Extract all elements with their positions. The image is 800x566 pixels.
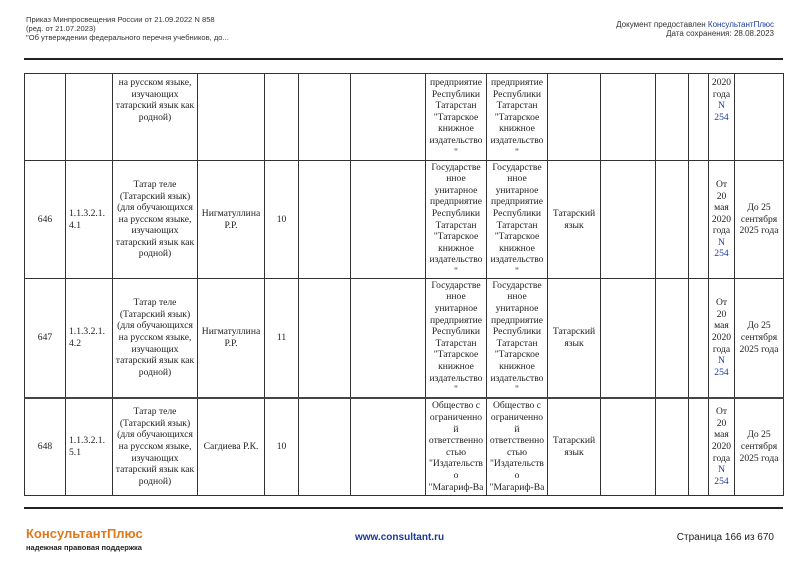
- approval-date: От 20 мая 2020 года: [711, 406, 732, 464]
- table-cell: 11: [265, 279, 299, 398]
- table-cell: [689, 161, 709, 279]
- table-cell: Нигматуллина Р.Р.: [198, 279, 265, 398]
- table-cell: [689, 74, 709, 161]
- footer-tagline: надежная правовая поддержка: [26, 543, 142, 552]
- table-cell: предприятие Республики Татарстан "Татарское книжное издательство ": [426, 74, 487, 161]
- table-cell: 647: [25, 279, 66, 398]
- approval-date-cell: [709, 279, 735, 398]
- provider-info: [616, 20, 774, 38]
- table-cell: Общество с ограниченно й ответственно стью "Издательств о "Магариф-Ва: [426, 398, 487, 496]
- table-cell: [265, 74, 299, 161]
- footer-divider: [24, 507, 783, 509]
- citation-line: "Об утверждении федерального перечня учебников, до...: [26, 33, 229, 42]
- table-cell: [656, 398, 689, 496]
- table-cell: на русском языке, изучающих татарский язык как родной): [113, 74, 198, 161]
- approval-date: От 20 мая 2020 года: [711, 178, 732, 237]
- table-cell: [299, 398, 351, 496]
- table-cell: Татарский язык: [548, 398, 601, 496]
- table-cell: [601, 398, 656, 496]
- header-divider: [24, 58, 783, 60]
- table-cell: [656, 279, 689, 398]
- approval-date: От 20 мая 2020 года: [711, 297, 732, 355]
- table-cell: 10: [265, 398, 299, 496]
- brand-link[interactable]: КонсультантПлюс: [707, 20, 774, 29]
- table-cell: [299, 161, 351, 279]
- table-cell: 10: [265, 161, 299, 279]
- website-link[interactable]: www.consultant.ru: [355, 532, 445, 543]
- table-cell: Государстве нное унитарное предприятие Республики Татарстан "Татарское книжное издательство ": [487, 279, 548, 398]
- table-cell: [351, 74, 426, 161]
- valid-until-cell: [735, 74, 784, 161]
- table-row: [25, 74, 784, 161]
- table-cell: [25, 74, 66, 161]
- table-cell: [601, 279, 656, 398]
- footer-logo: КонсультантПлюс: [26, 526, 143, 541]
- table-cell: [601, 74, 656, 161]
- table-cell: Нигматуллина Р.Р.: [198, 161, 265, 279]
- order-link[interactable]: N 254: [714, 355, 729, 378]
- table-cell: Государстве нное унитарное предприятие Республики Татарстан "Татарское книжное издательство ": [426, 279, 487, 398]
- approval-date-cell: [709, 398, 735, 496]
- table-cell: [656, 74, 689, 161]
- citation-line: (ред. от 21.07.2023): [26, 24, 96, 33]
- table-cell: [656, 161, 689, 279]
- save-date: Дата сохранения: 28.08.2023: [666, 29, 774, 38]
- table-cell: 648: [25, 398, 66, 496]
- table-cell: 1.1.3.2.1. 5.1: [66, 398, 113, 496]
- table-cell: [689, 279, 709, 398]
- approval-date-cell: [709, 74, 735, 161]
- valid-until-cell: До 25 сентября 2025 года: [735, 161, 784, 279]
- table-cell: Татарский язык: [548, 279, 601, 398]
- table-cell: Татар теле (Татарский язык) (для обучающихся на русском языке, изучающих татарский язык как родной): [113, 398, 198, 496]
- table-cell: [299, 74, 351, 161]
- table-cell: [351, 279, 426, 398]
- table-row: [25, 161, 784, 279]
- order-link[interactable]: N 254: [714, 100, 729, 123]
- table-cell: [66, 74, 113, 161]
- citation-line: Приказ Минпросвещения России от 21.09.2022 N 858: [26, 15, 215, 24]
- table-cell: [299, 279, 351, 398]
- table-row: [25, 398, 784, 496]
- order-link[interactable]: N 254: [714, 464, 729, 487]
- valid-until-cell: До 25 сентября 2025 года: [735, 279, 784, 398]
- table-cell: [198, 74, 265, 161]
- table-cell: предприятие Республики Татарстан "Татарское книжное издательство ": [487, 74, 548, 161]
- valid-until-cell: До 25 сентября 2025 года: [735, 398, 784, 496]
- table-cell: 1.1.3.2.1. 4.2: [66, 279, 113, 398]
- table-cell: [689, 398, 709, 496]
- table-cell: Татар теле (Татарский язык) (для обучающихся на русском языке, изучающих татарский язык как родной): [113, 279, 198, 398]
- table-cell: [601, 161, 656, 279]
- table-cell: 646: [25, 161, 66, 279]
- table-cell: [548, 74, 601, 161]
- document-citation: [26, 15, 229, 42]
- table-cell: [351, 398, 426, 496]
- textbook-table: [24, 73, 784, 496]
- table-cell: Государстве нное унитарное предприятие Республики Татарстан "Татарское книжное издательство ": [487, 161, 548, 279]
- table-row: [25, 279, 784, 398]
- table-cell: Сагдиева Р.К.: [198, 398, 265, 496]
- page-number: Страница 166 из 670: [676, 532, 774, 543]
- table-cell: Государстве нное унитарное предприятие Республики Татарстан "Татарское книжное издательство ": [426, 161, 487, 279]
- table-cell: [351, 161, 426, 279]
- table-cell: Татарский язык: [548, 161, 601, 279]
- table-cell: 1.1.3.2.1. 4.1: [66, 161, 113, 279]
- order-link[interactable]: N 254: [714, 236, 729, 260]
- approval-date: 2020 года: [711, 77, 732, 100]
- table-cell: Татар теле (Татарский язык) (для обучающихся на русском языке, изучающих татарский язык как родной): [113, 161, 198, 279]
- table-cell: Общество с ограниченно й ответственно стью "Издательств о "Магариф-Ва: [487, 398, 548, 496]
- approval-date-cell: [709, 161, 735, 279]
- provided-by-label: Документ предоставлен: [616, 20, 708, 29]
